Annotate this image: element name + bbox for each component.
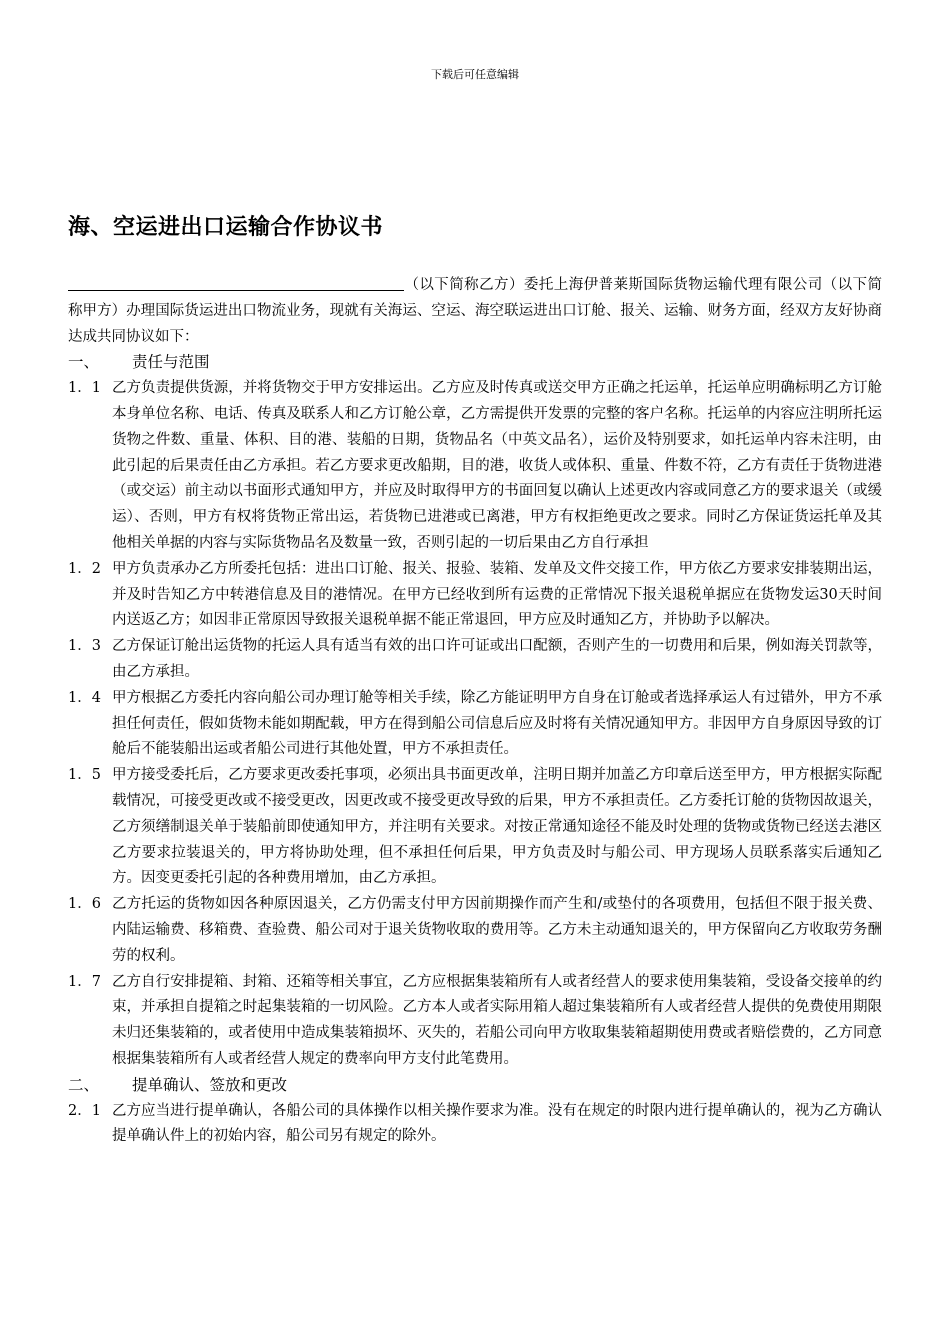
clause-text: 甲方负责承办乙方所委托包括：进出口订舱、报关、报验、装箱、发单及文件交接工作，甲方依乙方要求安排装期出运，并及时告知乙方中转港信息及目的港情况。在甲方已经收到所有运费的正常情况下报关退税单据应在货物发运30天时间内送返乙方；如因非正常原因导致报关退税单据不能正常退回，甲方应及时通知乙方，并协助予以解决。 xyxy=(112,560,882,629)
clause xyxy=(68,557,882,634)
clause-text: 乙方自行安排提箱、封箱、还箱等相关事宜，乙方应根据集装箱所有人或者经营人的要求使用集装箱，受设备交接单的约束，并承担自提箱之时起集装箱的一切风险。乙方本人或者实际用箱人超过集装箱所有人或者经营人提供的免费使用期限未归还集装箱的，或者使用中造成集装箱损坏、灭失的，若船公司向甲方收取集装箱超期使用费或者赔偿费的，乙方同意根据集装箱所有人或者经营人规定的费率向甲方支付此笔费用。 xyxy=(112,973,882,1067)
clause xyxy=(68,376,882,557)
party-b-blank-line xyxy=(68,272,404,291)
clause-text: 乙方托运的货物如因各种原因退关，乙方仍需支付甲方因前期操作而产生和/或垫付的各项费用，包括但不限于报关费、内陆运输费、移箱费、查验费、船公司对于退关货物收取的费用等。乙方未主动通知退关的，甲方保留向乙方收取劳务酬劳的权利。 xyxy=(112,896,882,964)
clause-text: 乙方保证订舱出运货物的托运人具有适当有效的出口许可证或出口配额，否则产生的一切费用和后果，例如海关罚款等，由乙方承担。 xyxy=(112,638,882,680)
document-body xyxy=(68,272,882,1150)
clause-number: 1．2 xyxy=(68,560,101,577)
clause-text: 乙方负责提供货源，并将货物交于甲方安排运出。乙方应及时传真或送交甲方正确之托运单，托运单应明确标明乙方订舱本身单位名称、电话、传真及联系人和乙方订舱公章，乙方需提供开发票的完整的客户名称。托运单的内容应注明所托运货物之件数、重量、体积、目的港、装船的日期，货物品名（中英文品名），运价及特别要求，如托运单内容未注明，由此引起的后果责任由乙方承担。若乙方要求更改船期，目的港，收货人或体积、重量、件数不符，乙方有责任于货物进港（或交运）前主动以书面形式通知甲方，并应及时取得甲方的书面回复以确认上述更改内容或同意乙方的要求退关（或缓运）、否则，甲方有权将货物正常出运，若货物已进港或已离港，甲方有权拒绝更改之要求。同时乙方保证货运托单及其他相关单据的内容与实际货物品名及数量一致，否则引起的一切后果由乙方自行承担 xyxy=(112,380,882,551)
clause xyxy=(68,763,882,892)
clause-number: 1．5 xyxy=(68,767,101,784)
section-heading xyxy=(68,1073,882,1099)
clause-number: 1．7 xyxy=(68,973,101,990)
clause xyxy=(68,1099,882,1151)
clause-text: 甲方根据乙方委托内容向船公司办理订舱等相关手续，除乙方能证明甲方自身在订舱或者选择承运人有过错外，甲方不承担任何责任，假如货物未能如期配载，甲方在得到船公司信息后应及时将有关情况通知甲方。非因甲方自身原因导致的订舱后不能装船出运或者船公司进行其他处置，甲方不承担责任。 xyxy=(112,689,882,758)
section-heading xyxy=(68,350,882,376)
intro-text: （以下简称乙方）委托上海伊普莱斯国际货物运输代理有限公司（以下简称甲方）办理国际货运进出口物流业务，现就有关海运、空运、海空联运进出口订舱、报关、运输、财务方面，经双方友好协商达成共同协议如下： xyxy=(68,277,882,345)
clause xyxy=(68,686,882,763)
clause-text: 甲方接受委托后，乙方要求更改委托事项，必须出具书面更改单，注明日期并加盖乙方印章后送至甲方，甲方根据实际配载情况，可接受更改或不接受更改，因更改或不接受更改导致的后果，甲方不承担责任。乙方委托订舱的货物因故退关，乙方须缮制退关单于装船前即使通知甲方，并注明有关要求。对按正常通知途径不能及时处理的货物或货物已经送去港区乙方要求拉装退关的，甲方将协助处理，但不承担任何后果，甲方负责及时与船公司、甲方现场人员联系落实后通知乙方。因变更委托引起的各种费用增加，由乙方承担。 xyxy=(112,767,882,887)
clause-number: 1．3 xyxy=(68,638,101,655)
clause xyxy=(68,892,882,969)
clause-number: 1．1 xyxy=(68,380,101,397)
section-number: 一、 xyxy=(68,353,100,372)
clause xyxy=(68,634,882,686)
intro-paragraph xyxy=(68,272,882,350)
clause-text: 乙方应当进行提单确认，各船公司的具体操作以相关操作要求为准。没有在规定的时限内进行提单确认的，视为乙方确认提单确认件上的初始内容，船公司另有规定的除外。 xyxy=(112,1102,882,1145)
clause-number: 2．1 xyxy=(68,1102,101,1119)
clause-number: 1．4 xyxy=(68,689,101,706)
header-note: 下载后可任意编辑 xyxy=(431,68,519,81)
section-title: 责任与范围 xyxy=(132,353,210,372)
clause xyxy=(68,970,882,1073)
section-title: 提单确认、签放和更改 xyxy=(132,1075,288,1094)
clause-number: 1．6 xyxy=(68,896,101,913)
document-title: 海、空运进出口运输合作协议书 xyxy=(68,215,384,240)
section-number: 二、 xyxy=(68,1075,100,1094)
